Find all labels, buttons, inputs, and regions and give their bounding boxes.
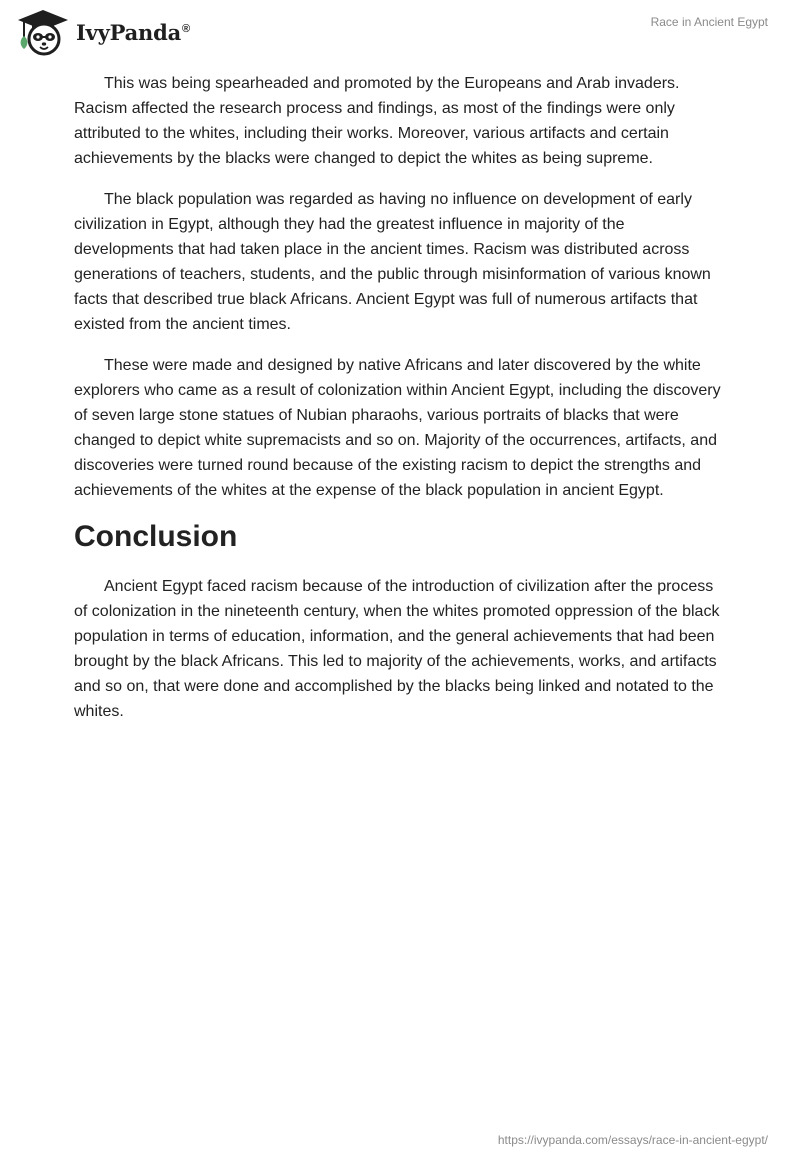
panda-graduate-icon [16,8,70,56]
ivypanda-logo[interactable] [16,8,190,56]
body-paragraph-2: The black population was regarded as having no influence on development of early civilization in Egypt, although they had the greatest influence in majority of the developments that had taken place in the ancient times. Racism was distributed across generations of teachers, students, and the public through misinformation of various known facts that described true black Africans. Ancient Egypt was full of numerous artifacts that existed from the ancient times. [74,191,711,333]
document-title: Race in Ancient Egypt [650,15,768,29]
registered-mark: ® [182,22,190,35]
essay-body [74,71,726,740]
brand-name [76,20,190,45]
page-header [0,0,800,64]
conclusion-heading: Conclusion [74,520,238,553]
brand-name-text: IvyPanda [76,19,182,45]
body-paragraph-1: This was being spearheaded and promoted by the Europeans and Arab invaders. Racism affected the research process and findings, as most of the findings were only attributed to the whites, including their works. Moreover, various artifacts and certain achievements by the blacks were changed to depict the whites as being supreme. [74,75,680,167]
source-url[interactable]: https://ivypanda.com/essays/race-in-ancient-egypt/ [497,1133,768,1147]
conclusion-paragraph: Ancient Egypt faced racism because of the introduction of civilization after the process of colonization in the nineteenth century, when the whites promoted oppression of the black population in terms of education, information, and the general achievements that had been brought by the black Africans. This led to majority of the achievements, works, and artifacts and so on, that were done and accomplished by the blacks being linked and notated to the whites. [74,578,720,720]
body-paragraph-3: These were made and designed by native Africans and later discovered by the white explorers who came as a result of colonization within Ancient Egypt, including the discovery of seven large stone statues of Nubian pharaohs, various portraits of blacks that were changed to depict white supremacists and so on. Majority of the occurrences, artifacts, and discoveries were turned round because of the existing racism to depict the strengths and achievements of the whites at the expense of the black population in ancient Egypt. [74,357,721,499]
